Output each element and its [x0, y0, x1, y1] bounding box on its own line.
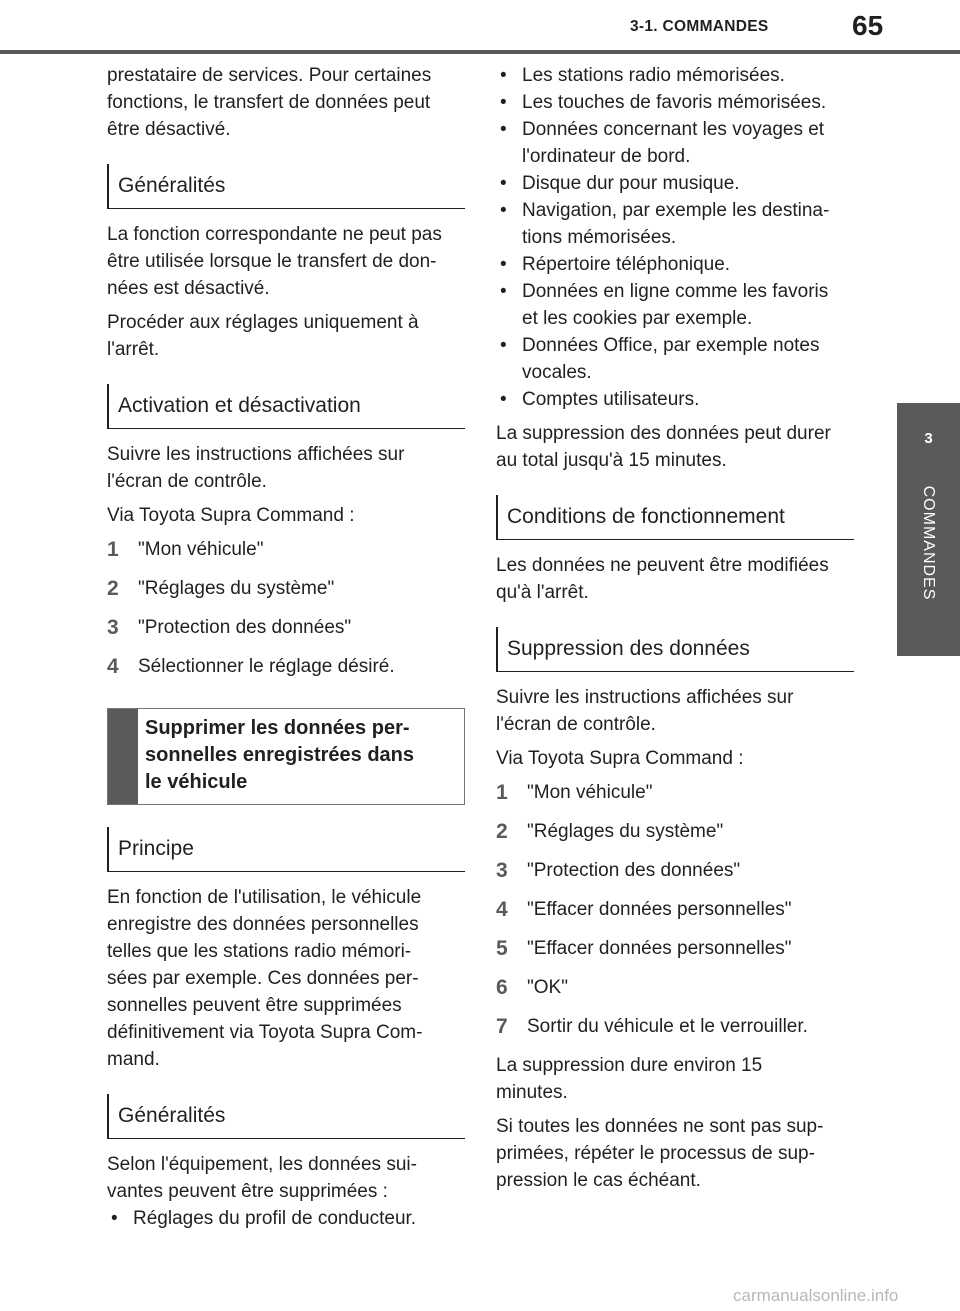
text-line: l'écran de contrôle.	[496, 714, 656, 735]
text-line: enregistre des données personnelles	[107, 914, 419, 935]
text-line: La fonction correspondante ne peut pas	[107, 224, 442, 245]
step-text: "Mon véhicule"	[527, 782, 653, 803]
subheading-generalites: Généralités	[107, 164, 465, 209]
step-text: "Protection des données"	[527, 860, 741, 881]
heading-line: sonnelles enregistrées dans	[145, 744, 415, 766]
text-line: être désactivé.	[107, 119, 231, 140]
bullet-mark: •	[500, 200, 507, 221]
footer-watermark: carmanualsonline.info	[733, 1286, 899, 1305]
text-line: sonnelles peuvent être supprimées	[107, 995, 402, 1016]
text-line: l'écran de contrôle.	[107, 471, 267, 492]
text-line: minutes.	[496, 1082, 568, 1103]
text-line: qu'à l'arrêt.	[496, 582, 589, 603]
step-text: "Réglages du système"	[138, 578, 335, 599]
bullet-item	[496, 89, 854, 116]
header-rule	[0, 50, 960, 54]
text-line: En fonction de l'utilisation, le véhicule	[107, 887, 422, 908]
step-number: 5	[496, 937, 508, 960]
step-text: "Effacer données personnelles"	[527, 899, 792, 920]
heading-line: le véhicule	[145, 771, 248, 793]
paragraph	[107, 441, 465, 495]
bullet-mark: •	[500, 119, 507, 140]
step-item	[496, 818, 854, 845]
text-line: Si toutes les données ne sont pas sup-	[496, 1116, 824, 1137]
bullet-item	[496, 332, 854, 386]
text-line: mand.	[107, 1049, 160, 1070]
subheading-suppression: Suppression des données	[496, 627, 854, 672]
bullet-item	[496, 278, 854, 332]
text-line: telles que les stations radio mémori-	[107, 941, 412, 962]
bullet-text: Données en ligne comme les favoris	[522, 281, 829, 302]
text-line: La suppression dure environ 15	[496, 1055, 763, 1076]
bullet-mark: •	[500, 65, 507, 86]
paragraph	[107, 1151, 465, 1205]
text-line: primées, répéter le processus de sup-	[496, 1143, 815, 1164]
bullet-text: Réglages du profil de conducteur.	[133, 1208, 417, 1229]
bullet-item	[496, 116, 854, 170]
paragraph	[496, 1052, 854, 1106]
bullet-mark: •	[111, 1208, 118, 1229]
step-number: 3	[496, 859, 508, 882]
step-item	[496, 974, 854, 1001]
paragraph	[496, 552, 854, 606]
bullet-text: Les touches de favoris mémorisées.	[522, 92, 827, 113]
section-heading-box	[107, 708, 465, 805]
step-number: 4	[496, 898, 508, 921]
subheading-principe: Principe	[107, 827, 465, 872]
bullet-mark: •	[500, 335, 507, 356]
step-number: 7	[496, 1015, 508, 1038]
bullet-item	[496, 386, 854, 413]
text-line: l'arrêt.	[107, 339, 160, 360]
step-number: 2	[496, 820, 508, 843]
step-item	[107, 536, 465, 563]
bullet-text: et les cookies par exemple.	[522, 308, 753, 329]
bullet-text: l'ordinateur de bord.	[522, 146, 691, 167]
step-number: 3	[107, 616, 119, 639]
text-line: prestataire de services. Pour certaines	[107, 65, 432, 86]
text-line: Suivre les instructions affichées sur	[107, 444, 405, 465]
page-number: 65	[852, 10, 884, 41]
bullet-mark: •	[500, 254, 507, 275]
text-line: fonctions, le transfert de données peut	[107, 92, 431, 113]
step-item	[107, 575, 465, 602]
bullet-item	[107, 1205, 465, 1232]
left-column	[107, 62, 465, 1232]
step-text: "OK"	[527, 977, 568, 998]
text-line: Selon l'équipement, les données sui-	[107, 1154, 417, 1175]
bullet-list	[496, 62, 854, 413]
chapter-side-tab	[897, 403, 960, 656]
section-heading	[145, 715, 414, 796]
bullet-item	[496, 62, 854, 89]
step-text: "Mon véhicule"	[138, 539, 264, 560]
bullet-item	[496, 251, 854, 278]
bullet-text: tions mémorisées.	[522, 227, 677, 248]
bullet-item	[496, 197, 854, 251]
text-line: au total jusqu'à 15 minutes.	[496, 450, 727, 471]
paragraph	[107, 221, 465, 302]
paragraph: Via Toyota Supra Command :	[496, 748, 744, 769]
paragraph	[496, 1113, 854, 1194]
bullet-mark: •	[500, 281, 507, 302]
bullet-text: Disque dur pour musique.	[522, 173, 740, 194]
step-text: Sortir du véhicule et le verrouiller.	[527, 1016, 808, 1037]
text-line: vantes peuvent être supprimées :	[107, 1181, 388, 1202]
step-text: Sélectionner le réglage désiré.	[138, 656, 395, 677]
step-item	[496, 779, 854, 806]
bullet-text: Répertoire téléphonique.	[522, 254, 731, 275]
bullet-text: Comptes utilisateurs.	[522, 389, 700, 410]
step-text: "Protection des données"	[138, 617, 352, 638]
text-line: Les données ne peuvent être modifiées	[496, 555, 829, 576]
step-number: 4	[107, 655, 119, 678]
step-item	[107, 614, 465, 641]
bullet-text: Les stations radio mémorisées.	[522, 65, 785, 86]
text-line: sées par exemple. Ces données per-	[107, 968, 419, 989]
step-text: "Réglages du système"	[527, 821, 724, 842]
heading-box-bar	[108, 709, 138, 804]
bullet-text: Navigation, par exemple les destina-	[522, 200, 830, 221]
text-line: Suivre les instructions affichées sur	[496, 687, 794, 708]
bullet-mark: •	[500, 389, 507, 410]
bullet-text: Données Office, par exemple notes	[522, 335, 820, 356]
text-line: définitivement via Toyota Supra Com-	[107, 1022, 423, 1043]
chapter-number: 3	[924, 430, 933, 447]
text-line: pression le cas échéant.	[496, 1170, 701, 1191]
paragraph	[496, 684, 854, 738]
step-text: "Effacer données personnelles"	[527, 938, 792, 959]
paragraph	[496, 420, 854, 474]
text-line: nées est désactivé.	[107, 278, 270, 299]
bullet-text: vocales.	[522, 362, 592, 383]
paragraph: Via Toyota Supra Command :	[107, 505, 355, 526]
paragraph	[107, 309, 465, 363]
running-header-section: 3-1. COMMANDES	[630, 18, 769, 35]
text-line: Procéder aux réglages uniquement à	[107, 312, 419, 333]
bullet-item	[496, 170, 854, 197]
subheading-conditions: Conditions de fonctionnement	[496, 495, 854, 540]
step-number: 1	[107, 538, 119, 561]
subheading-activation: Activation et désactivation	[107, 384, 465, 429]
step-item	[496, 857, 854, 884]
step-number: 1	[496, 781, 508, 804]
text-line: être utilisée lorsque le transfert de don-	[107, 251, 437, 272]
step-item	[107, 653, 465, 680]
heading-line: Supprimer les données per-	[145, 717, 410, 739]
step-item	[496, 896, 854, 923]
intro-paragraph	[107, 62, 465, 143]
right-column	[496, 62, 854, 1201]
paragraph	[107, 884, 465, 1073]
step-item	[496, 935, 854, 962]
chapter-label: COMMANDES	[920, 485, 937, 601]
step-number: 2	[107, 577, 119, 600]
bullet-mark: •	[500, 92, 507, 113]
text-line: La suppression des données peut durer	[496, 423, 831, 444]
bullet-mark: •	[500, 173, 507, 194]
subheading-generalites: Généralités	[107, 1094, 465, 1139]
step-item	[496, 1013, 854, 1040]
bullet-text: Données concernant les voyages et	[522, 119, 825, 140]
step-number: 6	[496, 976, 508, 999]
